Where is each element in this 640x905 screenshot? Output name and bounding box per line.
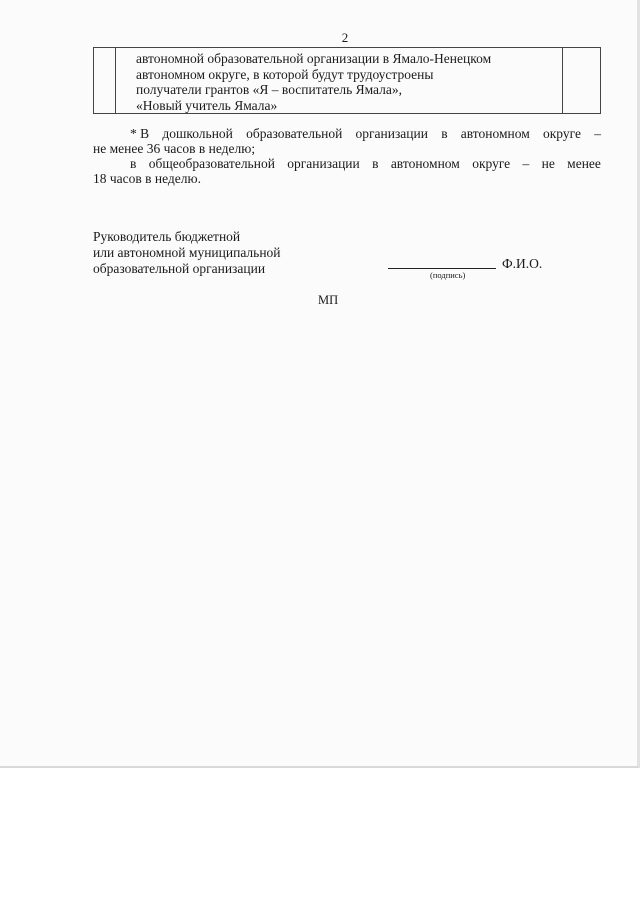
footnote-line-2: не менее 36 часов в неделю;: [93, 141, 256, 156]
stamp-placeholder: МП: [318, 293, 339, 307]
footnote-word: организации: [287, 156, 360, 171]
table-cell-line: получатели грантов «Я – воспитатель Ямала»,: [136, 82, 403, 97]
signature-caption: (подпись): [430, 270, 466, 280]
footnote-word: округе: [472, 156, 511, 171]
table-cell-line: автономной образовательной организации в Ямало-Ненецком: [136, 51, 492, 66]
footnote-word: в: [130, 156, 137, 171]
footnote-word: автономном: [460, 126, 530, 141]
footnote-word: * В: [130, 126, 150, 141]
signatory-title: [93, 229, 281, 277]
footnote-line-1: [93, 126, 601, 142]
table-cell-value: [563, 48, 601, 114]
footnote-line-3: [93, 156, 601, 172]
footnote-word: в: [441, 126, 448, 141]
signatory-title-line: или автономной муниципальной: [93, 245, 281, 260]
signature-line: [388, 268, 496, 269]
footnote-word: менее: [567, 156, 601, 171]
table-cell-number: [94, 48, 116, 114]
footnote-word: –: [594, 126, 601, 141]
footnote-word: округе: [543, 126, 581, 141]
footnote-word: организации: [355, 126, 428, 141]
footnote-line-4: 18 часов в неделю.: [93, 171, 201, 186]
table-row: [94, 48, 601, 114]
footnote-word: –: [522, 156, 530, 171]
table-cell-description: [116, 48, 563, 114]
table-cell-line: автономном округе, в которой будут трудоустроены: [136, 66, 434, 82]
footnote-word: не: [541, 156, 555, 171]
signatory-title-line: образовательной организации: [93, 261, 266, 276]
page-number: 2: [341, 30, 349, 45]
table-continuation: [93, 47, 601, 114]
table-cell-line: «Новый учитель Ямала»: [136, 97, 278, 113]
footnote-word: дошкольной: [162, 126, 233, 141]
footnote-word: автономном: [390, 156, 460, 171]
footnote-word: общеобразовательной: [148, 156, 275, 171]
name-placeholder: Ф.И.О.: [502, 256, 543, 271]
signatory-title-line: Руководитель бюджетной: [93, 229, 241, 244]
footnote-word: в: [372, 156, 379, 171]
footnote-word: образовательной: [246, 126, 343, 141]
